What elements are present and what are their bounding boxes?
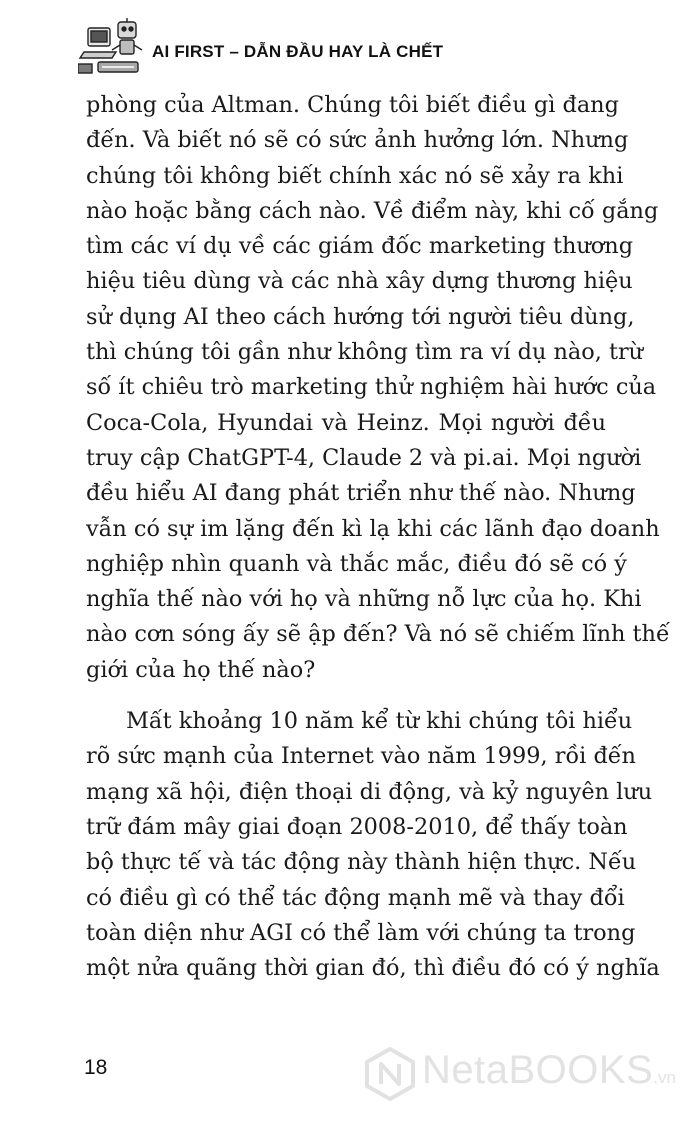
text-line: một nửa quãng thời gian đó, thì điều đó có ý nghĩa bbox=[86, 955, 660, 982]
text-line: vẫn có sự im lặng đến kì lạ khi các lãnh đạo doanh bbox=[86, 515, 660, 542]
text-line: số ít chiêu trò marketing thử nghiệm hài hước của bbox=[86, 374, 657, 401]
text-line: mạng xã hội, điện thoại di động, và kỷ nguyên lưu bbox=[86, 778, 653, 805]
watermark-brand bbox=[422, 1048, 676, 1093]
running-header bbox=[78, 18, 638, 78]
text-line: sử dụng AI theo cách hướng tới người tiêu dùng, bbox=[86, 303, 635, 330]
text-line: Coca-Cola, Hyundai và Heinz. Mọi người đều bbox=[86, 409, 606, 436]
text-line: thì chúng tôi gần như không tìm ra ví dụ nào, trừ bbox=[86, 339, 644, 366]
text-line: tìm các ví dụ về các giám đốc marketing thương bbox=[86, 233, 634, 260]
text-line: đến. Và biết nó sẽ có sức ảnh hưởng lớn. Nhưng bbox=[86, 127, 629, 154]
text-line: truy cập ChatGPT-4, Claude 2 và pi.ai. Mọi người bbox=[86, 444, 642, 471]
page-body-text bbox=[86, 88, 670, 986]
page-number: 18 bbox=[84, 1056, 108, 1079]
text-line: trữ đám mây giai đoạn 2008-2010, để thấy toàn bbox=[86, 813, 628, 840]
text-line: toàn diện như AGI có thể làm với chúng ta trong bbox=[86, 919, 636, 946]
text-line: phòng của Altman. Chúng tôi biết điều gì đang bbox=[86, 92, 619, 118]
text-line: Mất khoảng 10 năm kể từ khi chúng tôi hiểu bbox=[126, 708, 633, 735]
paragraph-gap bbox=[86, 688, 606, 704]
text-line: có điều gì có thể tác động mạnh mẽ và thay đổi bbox=[86, 884, 625, 911]
paragraph bbox=[86, 704, 660, 986]
text-line: nghĩa thế nào với họ và những nỗ lực của họ. Khi bbox=[86, 586, 642, 613]
book-title: AI FIRST – DẪN ĐẦU HAY LÀ CHẾT bbox=[152, 42, 444, 61]
laptop-robot-illustration-icon bbox=[78, 18, 148, 76]
text-line: hiệu tiêu dùng và các nhà xây dựng thương hiệu bbox=[86, 268, 633, 295]
text-line: nào hoặc bằng cách nào. Về điểm này, khi cố gắng bbox=[86, 197, 659, 224]
text-line: đều hiểu AI đang phát triển như thế nào. Nhưng bbox=[86, 480, 636, 507]
text-line: nghiệp nhìn quanh và thắc mắc, điều đó sẽ có ý bbox=[86, 550, 627, 577]
text-line: giới của họ thế nào? bbox=[86, 656, 316, 683]
text-line: nào cơn sóng ấy sẽ ập đến? Và nó sẽ chiếm lĩnh thế bbox=[86, 621, 670, 648]
text-line: bộ thực tế và tác động này thành hiện thực. Nếu bbox=[86, 849, 637, 876]
watermark-brand-name: NetaBOOKS bbox=[422, 1048, 654, 1092]
paragraph bbox=[86, 88, 670, 688]
text-line: chúng tôi không biết chính xác nó sẽ xảy ra khi bbox=[86, 162, 624, 189]
watermark bbox=[362, 1042, 682, 1102]
text-line: rõ sức mạnh của Internet vào năm 1999, rồi đến bbox=[86, 743, 636, 770]
watermark-domain-suffix: .vn bbox=[653, 1068, 676, 1087]
netabooks-logo-icon bbox=[362, 1046, 418, 1102]
